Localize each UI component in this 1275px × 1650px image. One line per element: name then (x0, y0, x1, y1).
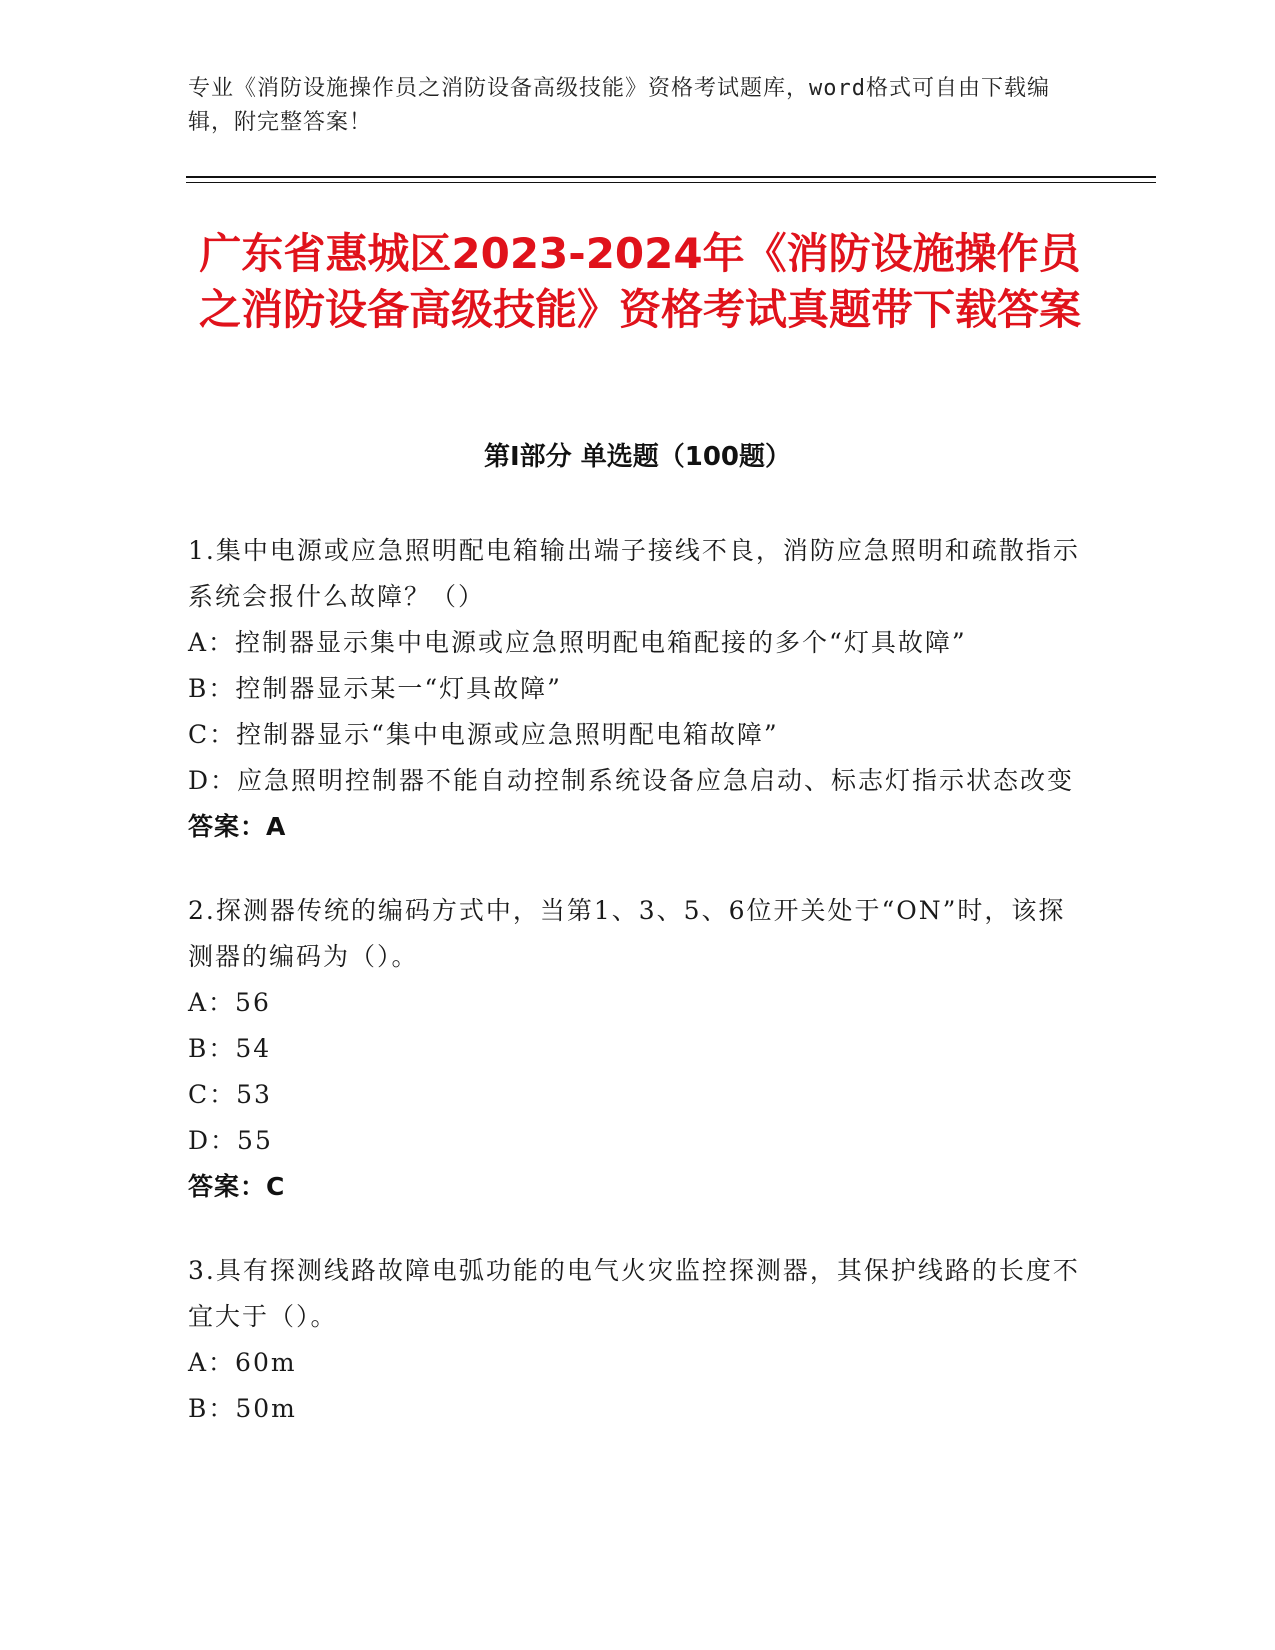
option-a: A：56 (188, 988, 271, 1017)
question-stem: 1.集中电源或应急照明配电箱输出端子接线不良，消防应急照明和疏散指示系统会报什么故障？（） (188, 536, 1080, 611)
option-d: D：应急照明控制器不能自动控制系统设备应急启动、标志灯指示状态改变 (188, 766, 1075, 795)
option-b: B：54 (188, 1034, 272, 1063)
document-title: 广东省惠城区2023-2024年《消防设施操作员之消防设备高级技能》资格考试真题带下载答案 (198, 229, 1081, 334)
answer: 答案：C (188, 1172, 286, 1201)
option-a: A：控制器显示集中电源或应急照明配电箱配接的多个“灯具故障” (188, 628, 967, 657)
option-a: A：60m (188, 1348, 297, 1377)
header-divider-thin (186, 182, 1156, 183)
header-note: 专业《消防设施操作员之消防设备高级技能》资格考试题库，word格式可自由下载编辑，附完整答案！ (188, 76, 1050, 135)
answer: 答案：A (188, 812, 287, 841)
option-b: B：50m (188, 1394, 297, 1423)
question-1 (188, 528, 1088, 850)
section-heading: 第Ⅰ部分 单选题（100题） (484, 442, 791, 472)
question-stem: 2.探测器传统的编码方式中，当第1、3、5、6位开关处于“ON”时，该探测器的编码为（）。 (188, 896, 1066, 971)
option-d: D：55 (188, 1126, 273, 1155)
option-c: C：控制器显示“集中电源或应急照明配电箱故障” (188, 720, 779, 749)
header-divider (186, 176, 1156, 178)
question-stem: 3.具有探测线路故障电弧功能的电气火灾监控探测器，其保护线路的长度不宜大于（）。 (188, 1256, 1080, 1331)
option-c: C：53 (188, 1080, 272, 1109)
option-b: B：控制器显示某一“灯具故障” (188, 674, 562, 703)
question-3 (188, 1248, 1088, 1432)
question-2 (188, 888, 1088, 1210)
question-list (188, 528, 1088, 1470)
